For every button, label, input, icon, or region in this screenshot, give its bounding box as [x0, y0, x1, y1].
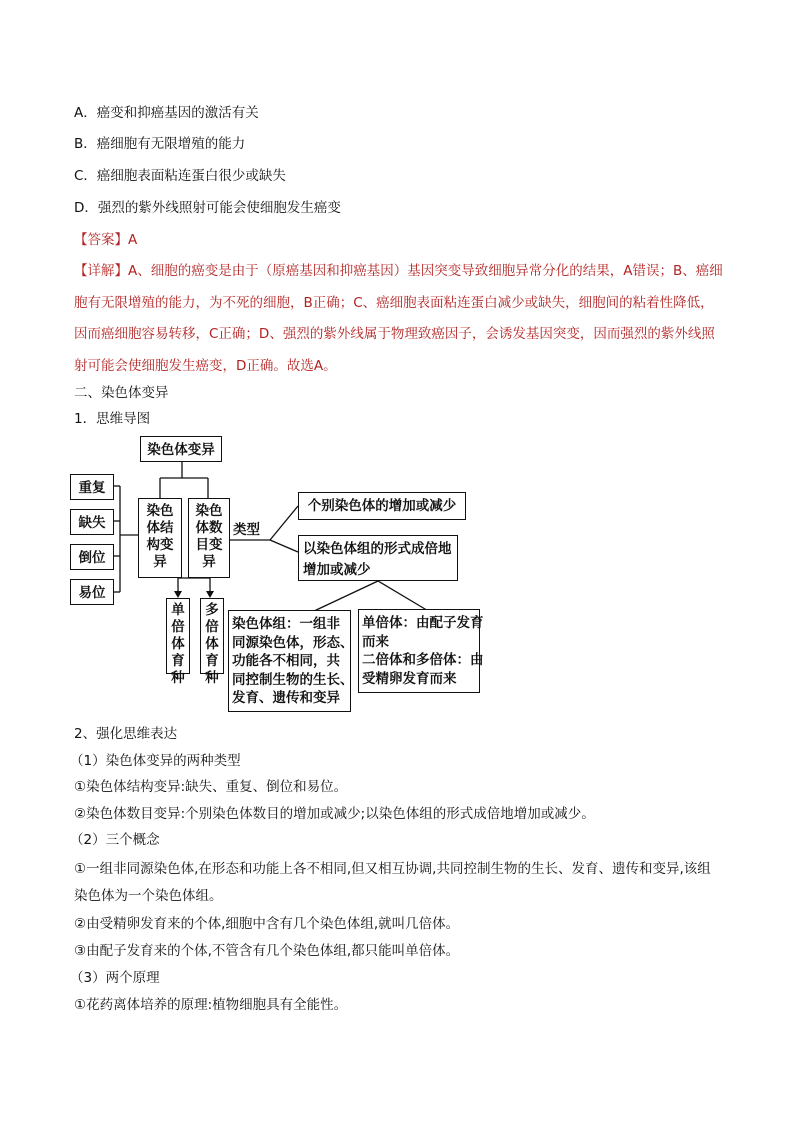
analysis-text: A、细胞的癌变是由于（原癌基因和抑癌基因）基因突变导致细胞异常分化的结果，A错误；B、癌细胞有无限增殖的能力，为不死的细胞，B正确；C、癌细胞表面粘连蛋白减少或缺失，细胞间的粘着性降低，因而癌细胞容易转移，C正确；D、强烈的紫外线属于物理致癌因子，会诱发基因突变，因而强烈的紫外线照射可能会使细胞发生癌变，D正确。故选A。: [74, 263, 723, 374]
genome-def-line-4: 同控制生物的生长、: [232, 671, 354, 688]
section-title: 二、染色体变异: [74, 385, 169, 401]
mindmap-root: 染色体变异: [140, 436, 222, 462]
type-translocation: 易位: [70, 579, 114, 605]
type-inversion: 倒位: [70, 544, 114, 570]
genome-def-line-1: 染色体组：一组非: [232, 616, 340, 632]
sub2-item-1: ①一组非同源染色体,在形态和功能上各不相同,但又相互协调,共同控制生物的生长、发育、遗传和变异,该组染色体为一个染色体组。: [74, 861, 711, 904]
option-c: C．癌细胞表面粘连蛋白很少或缺失: [74, 168, 286, 184]
structural-variation-box: 染色体结构变异: [138, 498, 182, 578]
type-label: 类型: [233, 522, 260, 538]
sub3-item-1: ①花药离体培养的原理:植物细胞具有全能性。: [74, 997, 348, 1013]
ploidy-definition-box: [358, 609, 484, 693]
type-duplication: 重复: [70, 474, 114, 500]
numerical-variation-box: 染色体数目变异: [188, 498, 230, 578]
sub2-title: （2）三个概念: [70, 832, 160, 848]
individual-change-box: 个别染色体的增加或减少: [298, 492, 466, 520]
mindmap-title: 1．思维导图: [74, 411, 151, 427]
answer-label: 【答案】: [74, 232, 128, 248]
sub1-item-2: ②染色体数目变异:个别染色体数目的增加或减少;以染色体组的形式成倍地增加或减少。: [74, 806, 595, 822]
ploidy-def-line-2: 而来: [362, 633, 389, 650]
set-change-line-1: 以染色体组的形式成倍地: [303, 541, 452, 557]
ploidy-def-line-4: 受精卵发育而来: [362, 670, 457, 687]
sub1-item-1: ①染色体结构变异:缺失、重复、倒位和易位。: [74, 779, 348, 795]
sub2-item-2: ②由受精卵发育来的个体,细胞中含有几个染色体组,就叫几倍体。: [74, 916, 460, 932]
ploidy-def-line-1: 单倍体：由配子发育: [362, 615, 484, 631]
sub2-item-3: ③由配子发育来的个体,不管含有几个染色体组,都只能叫单倍体。: [74, 943, 460, 959]
genome-def-line-2: 同源染色体，形态、: [232, 634, 354, 651]
set-change-box: [298, 535, 458, 581]
sub3-title: （3）两个原理: [70, 970, 160, 986]
analysis-label: 【详解】: [74, 263, 128, 279]
genome-def-line-5: 发育、遗传和变异: [232, 690, 340, 706]
ploidy-def-line-3: 二倍体和多倍体：由: [362, 652, 484, 668]
answer-value: A: [128, 232, 138, 248]
polyploid-breeding-box: 多倍体育种: [200, 598, 224, 674]
genome-definition-box: [228, 610, 354, 712]
sub1-title: （1）染色体变异的两种类型: [70, 753, 241, 769]
haploid-breeding-box: 单倍体育种: [166, 598, 190, 674]
option-b: B．癌细胞有无限增殖的能力: [74, 136, 246, 152]
set-change-line-2: 增加或减少: [303, 561, 371, 578]
expression-title: 2、强化思维表达: [74, 726, 178, 742]
option-d: D．强烈的紫外线照射可能会使细胞发生癌变: [74, 200, 341, 216]
genome-def-line-3: 功能各不相同，共: [232, 653, 340, 669]
option-a: A．癌变和抑癌基因的激活有关: [74, 105, 259, 121]
type-deletion: 缺失: [70, 509, 114, 535]
